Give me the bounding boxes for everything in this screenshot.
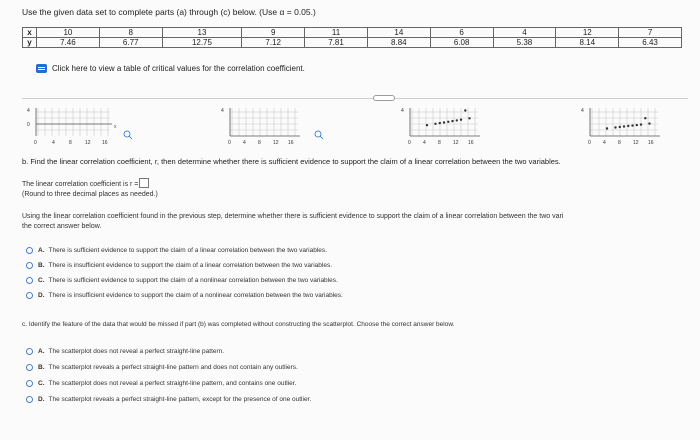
part-c-option-b[interactable] (26, 364, 298, 371)
option-text: There is sufficient evidence to support the claim of a nonlinear correlation between the two variables. (48, 277, 338, 284)
scatterplot-thumb-1[interactable] (24, 104, 134, 150)
x-cell: 14 (367, 28, 430, 38)
data-point (606, 127, 608, 129)
data-point (439, 122, 441, 124)
x-cell: 9 (242, 28, 305, 38)
y-tick: 4 (401, 108, 404, 114)
y-cell: 6.08 (430, 38, 493, 48)
data-point (464, 109, 466, 111)
data-point (627, 125, 629, 127)
data-point (468, 117, 470, 119)
y-cell: 12.75 (162, 38, 242, 48)
critical-values-link-text: Click here to view a table of critical values for the correlation coefficient. (52, 64, 305, 73)
y-tick: 4 (581, 108, 584, 114)
part-c-question: c. Identify the feature of the data that would be missed if part (b) was completed without constructing the scatterplot. Choose the correct answer below. (22, 321, 455, 328)
y-cell: 7.46 (37, 38, 100, 48)
x-cell: 6 (430, 28, 493, 38)
part-b-option-d[interactable] (26, 292, 343, 299)
grid (36, 108, 110, 136)
radio-button[interactable] (26, 292, 33, 299)
round-note: (Round to three decimal places as needed.) (22, 191, 158, 198)
grid (590, 108, 658, 136)
scatterplot-thumb-2[interactable] (218, 104, 328, 150)
x-row-label: x (23, 28, 37, 38)
x-tick: 16 (468, 140, 474, 146)
x-tick: 12 (273, 140, 279, 146)
data-point (447, 121, 449, 123)
r-prompt (22, 178, 149, 188)
radio-button[interactable] (26, 262, 33, 269)
data-point (614, 126, 616, 128)
radio-button[interactable] (26, 247, 33, 254)
x-cell: 11 (305, 28, 368, 38)
x-tick: 0 (408, 140, 411, 146)
data-point (460, 119, 462, 121)
option-letter: B. (38, 262, 45, 269)
zoom-icon[interactable] (315, 131, 323, 139)
data-point (644, 117, 646, 119)
table-icon (36, 64, 47, 73)
option-text: The scatterplot reveals a perfect straight-line pattern, except for the presence of one outlier. (48, 396, 312, 403)
y-cell: 6.43 (619, 38, 682, 48)
data-point (426, 124, 428, 126)
x-tick: 8 (438, 140, 441, 146)
part-b-followup-2: the correct answer below. (22, 223, 102, 230)
x-tick: 16 (102, 140, 108, 146)
radio-button[interactable] (26, 364, 33, 371)
option-letter: B. (38, 364, 45, 371)
option-letter: D. (38, 396, 45, 403)
y-tick: 4 (27, 108, 30, 114)
option-text: The scatterplot does not reveal a perfect straight-line pattern. (48, 348, 225, 355)
x-tick: 4 (603, 140, 606, 146)
data-table (22, 27, 682, 48)
data-point (451, 120, 453, 122)
radio-button[interactable] (26, 396, 33, 403)
x-tick: 8 (69, 140, 72, 146)
y-row-label: y (23, 38, 37, 48)
x-cell: 12 (556, 28, 619, 38)
option-letter: C. (38, 277, 45, 284)
y-cell: 7.12 (242, 38, 305, 48)
x-tick: 16 (288, 140, 294, 146)
option-text: There is sufficient evidence to support the claim of a linear correlation between the two variables. (48, 247, 327, 254)
x-tick: 4 (423, 140, 426, 146)
expand-more-button[interactable] (373, 95, 395, 101)
x-cell: 8 (99, 28, 162, 38)
part-c-option-a[interactable] (26, 348, 224, 355)
data-points (606, 117, 651, 130)
part-b-option-c[interactable] (26, 277, 338, 284)
r-answer-input[interactable] (139, 178, 149, 188)
radio-button[interactable] (26, 380, 33, 387)
x-cell: 13 (162, 28, 242, 38)
instruction-text: Use the given data set to complete parts (a) through (c) below. (Use α = 0.05.) (22, 7, 316, 17)
r-prompt-label: The linear correlation coefficient is r = (22, 181, 139, 188)
x-tick: 4 (52, 140, 55, 146)
y-cell: 8.84 (367, 38, 430, 48)
part-c-option-c[interactable] (26, 380, 296, 387)
section-divider (22, 98, 688, 99)
data-point (640, 123, 642, 125)
y-tick: 0 (27, 122, 30, 128)
option-text: The scatterplot does not reveal a perfect straight-line pattern, and contains one outlier. (48, 380, 297, 387)
x-tick: 0 (34, 140, 37, 146)
x-cell: 4 (493, 28, 556, 38)
x-axis-label: x (114, 124, 117, 130)
grid (230, 108, 298, 136)
x-tick: 0 (588, 140, 591, 146)
radio-button[interactable] (26, 277, 33, 284)
data-point (619, 126, 621, 128)
part-b-followup: Using the linear correlation coefficient found in the previous step, determine whether there is sufficient evidence to support the claim of a linear correlation between the two vari (22, 213, 564, 220)
y-cell: 8.14 (556, 38, 619, 48)
y-tick: 4 (221, 108, 224, 114)
scatterplot-thumb-4[interactable] (578, 104, 688, 150)
option-letter: D. (38, 292, 45, 299)
data-point (636, 124, 638, 126)
part-b-option-b[interactable] (26, 262, 332, 269)
x-tick: 16 (648, 140, 654, 146)
data-point (434, 123, 436, 125)
data-point (443, 121, 445, 123)
y-cell: 5.38 (493, 38, 556, 48)
x-tick: 12 (633, 140, 639, 146)
option-text: There is insufficient evidence to support the claim of a linear correlation between the two variables. (48, 262, 333, 269)
scatterplot-thumb-3[interactable] (398, 104, 508, 150)
x-cell: 10 (37, 28, 100, 38)
part-b-question: b. Find the linear correlation coefficient, r, then determine whether there is sufficient evidence to support the claim of a linear correlation between the two variables. (22, 157, 561, 166)
x-row (23, 28, 682, 38)
y-row (23, 38, 682, 48)
x-tick: 0 (228, 140, 231, 146)
x-tick: 4 (243, 140, 246, 146)
option-letter: C. (38, 380, 45, 387)
x-cell: 7 (619, 28, 682, 38)
x-tick: 8 (618, 140, 621, 146)
critical-values-link[interactable] (36, 64, 305, 73)
zoom-icon[interactable] (124, 131, 132, 139)
data-point (456, 119, 458, 121)
x-tick: 12 (85, 140, 91, 146)
option-text: The scatterplot reveals a perfect straight-line pattern and does not contain any outliers. (48, 364, 298, 371)
data-point (648, 122, 650, 124)
option-text: There is insufficient evidence to support the claim of a nonlinear correlation between the two variables. (48, 292, 343, 299)
option-letter: A. (38, 247, 45, 254)
y-cell: 7.81 (305, 38, 368, 48)
x-tick: 12 (453, 140, 459, 146)
part-c-option-d[interactable] (26, 396, 311, 403)
radio-button[interactable] (26, 348, 33, 355)
part-b-option-a[interactable] (26, 247, 327, 254)
data-point (631, 124, 633, 126)
x-tick: 8 (258, 140, 261, 146)
data-point (623, 125, 625, 127)
option-letter: A. (38, 348, 45, 355)
y-cell: 6.77 (99, 38, 162, 48)
